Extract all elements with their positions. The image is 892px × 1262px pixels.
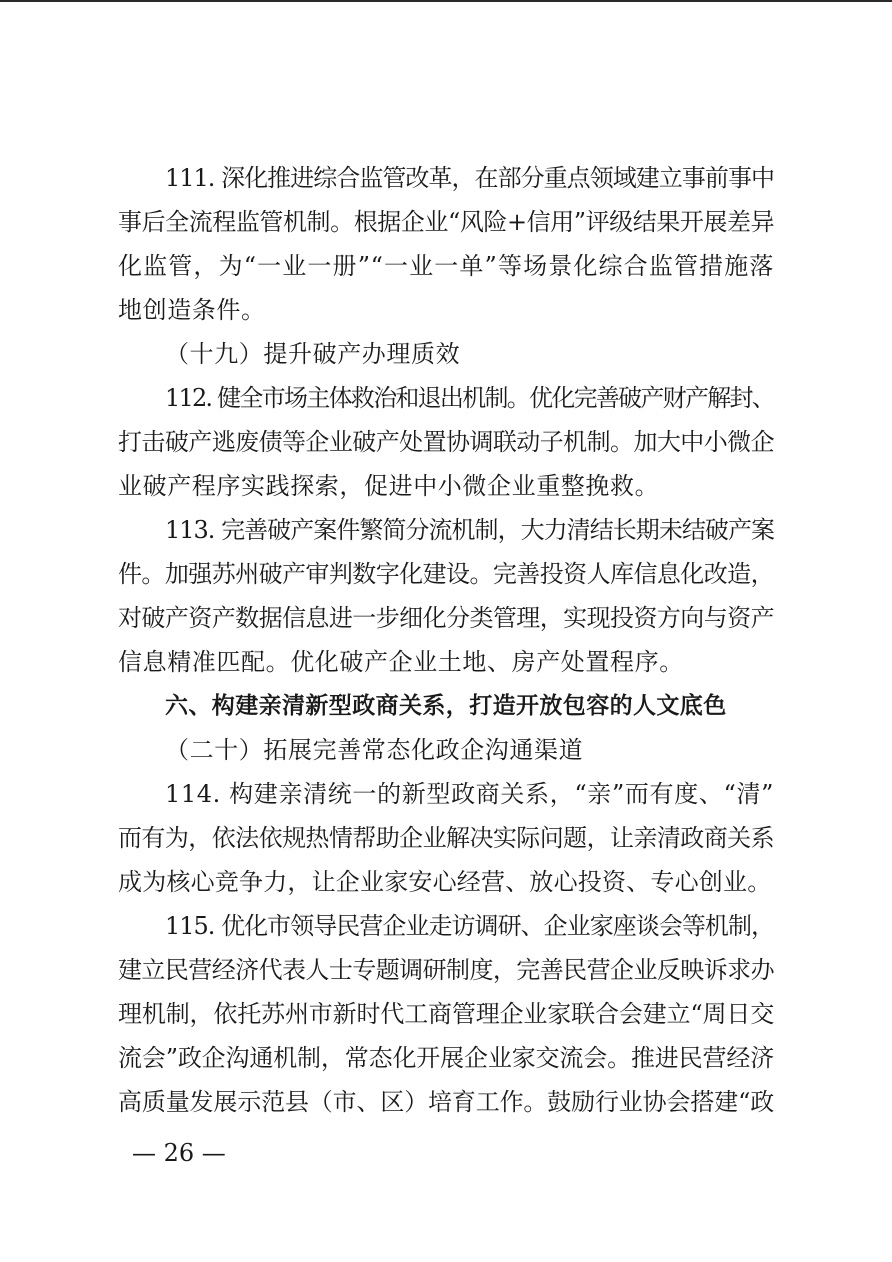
paragraph-115-line-4: 流会”政企沟通机制，常态化开展企业家交流会。推进民营经济 (118, 1044, 774, 1072)
paragraph-111-line-3: 化监管，为“一业一册”“一业一单”等场景化综合监管措施落 (118, 252, 774, 280)
paragraph-115-line-1: 115. 优化市领导民营企业走访调研、企业家座谈会等机制， (165, 912, 774, 940)
section-subheading-20: （二十）拓展完善常态化政企沟通渠道 (165, 736, 584, 764)
paragraph-113-line-4: 信息精准匹配。优化破产企业土地、房产处置程序。 (118, 648, 684, 676)
paragraph-114-line-2: 而有为，依法依规热情帮助企业解决实际问题，让亲清政商关系 (118, 824, 774, 852)
paragraph-114-line-3: 成为核心竞争力，让企业家安心经营、放心投资、专心创业。 (118, 868, 772, 896)
paragraph-115-line-5: 高质量发展示范县（市、区）培育工作。鼓励行业协会搭建“政 (118, 1088, 774, 1116)
paragraph-113-line-3: 对破产资产数据信息进一步细化分类管理，实现投资方向与资产 (118, 604, 774, 632)
paragraph-112-line-1: 112. 健全市场主体救治和退出机制。优化完善破产财产解封、 (165, 384, 774, 412)
paragraph-113-line-1: 113. 完善破产案件繁简分流机制，大力清结长期未结破产案 (165, 516, 774, 544)
paragraph-112-line-3: 业破产程序实践探索，促进中小微企业重整挽救。 (118, 472, 660, 500)
section-subheading-19: （十九）提升破产办理质效 (165, 340, 461, 368)
page-top-border (0, 0, 892, 2)
paragraph-115-line-3: 理机制，依托苏州市新时代工商管理企业家联合会建立“周日交 (118, 1000, 774, 1028)
page-number: — 26 — (132, 1139, 226, 1167)
paragraph-114-line-1: 114. 构建亲清统一的新型政商关系，“亲”而有度、“清” (165, 780, 774, 808)
paragraph-113-line-2: 件。加强苏州破产审判数字化建设。完善投资人库信息化改造， (118, 560, 774, 588)
paragraph-111-line-1: 111. 深化推进综合监管改革，在部分重点领域建立事前事中 (165, 164, 774, 192)
paragraph-115-line-2: 建立民营经济代表人士专题调研制度，完善民营企业反映诉求办 (118, 956, 774, 984)
paragraph-111-line-4: 地创造条件。 (118, 296, 266, 324)
section-heading-6: 六、构建亲清新型政商关系，打造开放包容的人文底色 (165, 693, 727, 719)
paragraph-112-line-2: 打击破产逃废债等企业破产处置协调联动子机制。加大中小微企 (118, 428, 774, 456)
paragraph-111-line-2: 事后全流程监管机制。根据企业“风险+信用”评级结果开展差异 (118, 208, 774, 236)
